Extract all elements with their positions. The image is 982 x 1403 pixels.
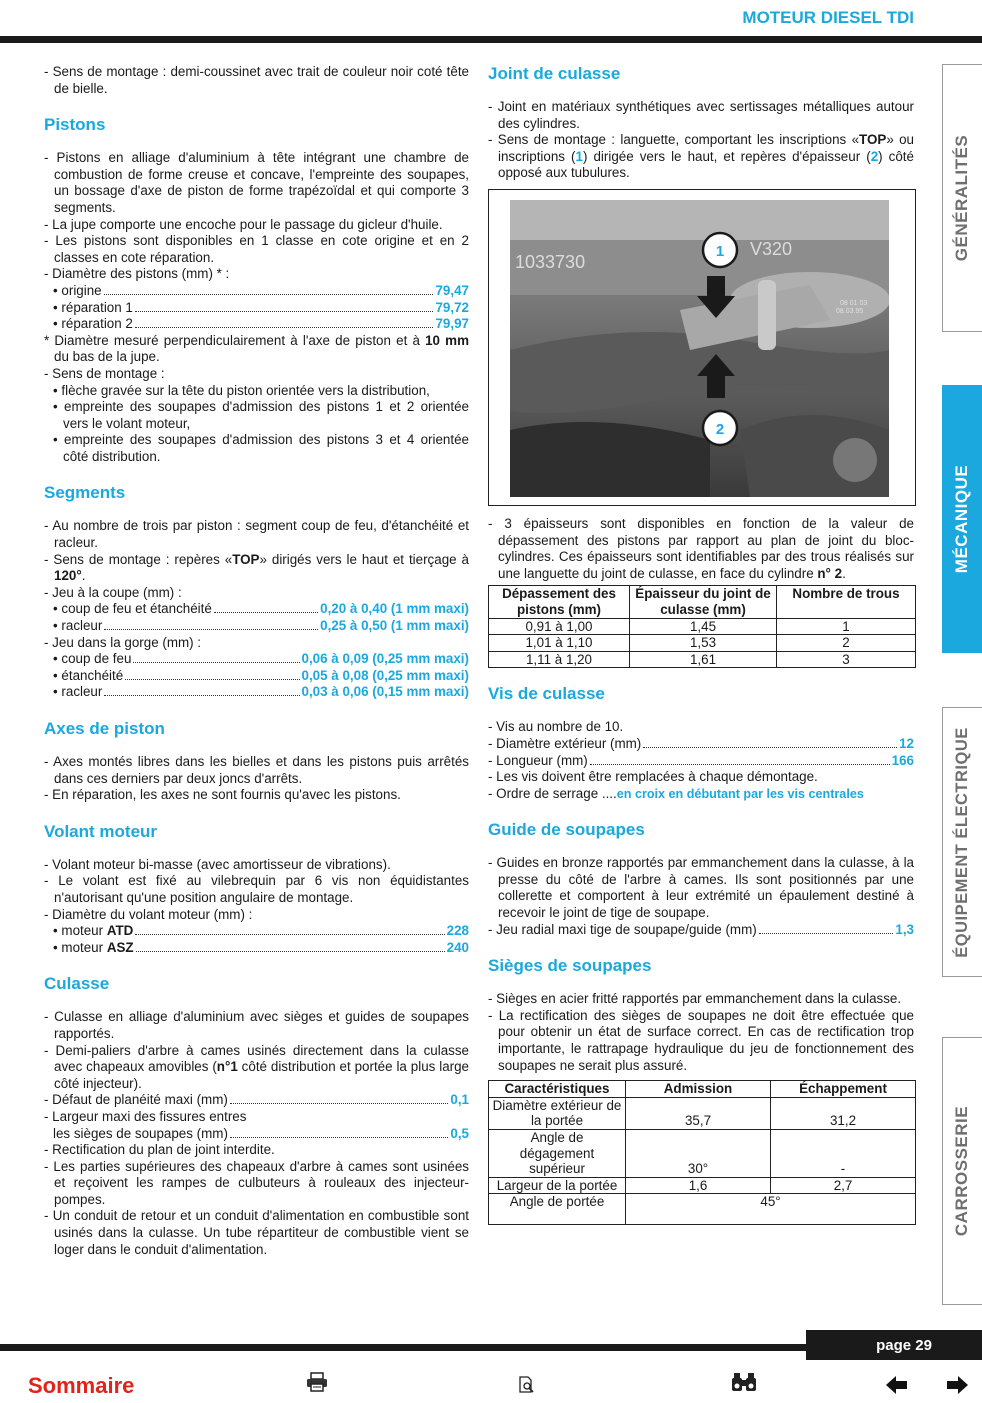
table-row: Largeur de la portée 1,6 2,7 (489, 1177, 916, 1194)
section-title-pistons: Pistons (44, 115, 106, 135)
list-item: • empreinte des soupapes d'admission des pistons 1 et 2 orientée vers le volant moteur, (53, 399, 469, 431)
list-item: - Largeur maxi des fissures entres (44, 1108, 247, 1124)
list-item: - Sièges en acier fritté rapportés par emmanchement dans la culasse. (488, 991, 902, 1007)
page-number: page 29 (806, 1330, 982, 1360)
tag-line-1: 08 01 03 (840, 299, 868, 307)
section-title-culasse: Culasse (44, 974, 110, 994)
list-item: - Guides en bronze rapportés par emmanchement dans la culasse, à la presse du côté de l'arbre à cames. Ils sont positionnés par une collerette et comportent à leur extrémité un épaulement destiné à recevoir le joint de tige de soupape. (488, 855, 914, 921)
tag-line-2: 08.03.95 (836, 307, 864, 315)
table-row: 1,01 à 1,10 1,53 2 (489, 635, 916, 652)
running-header-title: MOTEUR DIESEL TDI (742, 8, 914, 27)
right-column (488, 64, 914, 1225)
list-item: - Rectification du plan de joint interdite. (44, 1142, 275, 1158)
table-header: Échappement (771, 1081, 916, 1098)
valve-seat-table (488, 1080, 916, 1225)
list-item: - Vis au nombre de 10. (488, 719, 624, 735)
spec-row: • étanchéité 0,05 à 0,08 (0,25 mm maxi) (53, 667, 469, 683)
photo-marker-1: 1 (715, 242, 725, 260)
list-item: - Sens de montage : (44, 365, 165, 381)
binoculars-icon[interactable] (731, 1372, 757, 1397)
list-item: - Pistons en alliage d'aluminium à tête intégrant une chambre de combustion de forme creuse et concave, l'empreinte des soupapes, un bossage d'axe de piston de forme trapézoïdal et qui comporte 3 segments. (44, 150, 469, 215)
list-item: - Les pistons sont disponibles en 1 classe en cote origine et en 2 classes en cote réparation. (44, 233, 469, 265)
section-title-segments: Segments (44, 483, 126, 503)
spec-row: • réparation 1 79,72 (53, 299, 469, 315)
stamp-code: V320 (750, 238, 793, 259)
spec-row: - Longueur (mm) 166 (488, 752, 914, 768)
list-item: - Diamètre des pistons (mm) * : (44, 266, 230, 282)
stamp-number: 1033730 (515, 251, 586, 272)
section-title-volant: Volant moteur (44, 821, 158, 841)
header-rule (0, 36, 982, 43)
list-item: - Volant moteur bi-masse (avec amortisseur de vibrations). (44, 856, 391, 872)
list-item: • empreinte des soupapes d'admission des pistons 3 et 4 orientée côté distribution. (53, 432, 469, 464)
list-item: - Le volant est fixé au vilebrequin par 6 vis non équidistantes n'autorisant qu'une position angulaire de montage. (44, 873, 469, 905)
spec-row: - Jeu radial maxi tige de soupape/guide (mm) 1,3 (488, 921, 914, 937)
intro-paragraph: - Sens de montage : demi-coussinet avec trait de couleur noir coté tête de bielle. (44, 64, 469, 96)
spec-row: • origine 79,47 (53, 282, 469, 298)
gasket-thickness-table (488, 585, 916, 668)
section-title-axes: Axes de piston (44, 719, 165, 738)
tab-equipement-electrique[interactable]: ÉQUIPEMENT ÉLECTRIQUE (942, 707, 982, 977)
gasket-photo-frame (488, 189, 916, 506)
table-row: 0,91 à 1,00 1,45 1 (489, 618, 916, 635)
spec-row: • coup de feu et étanchéité 0,20 à 0,40 (1 mm maxi) (53, 601, 469, 617)
arrow-left-icon[interactable] (886, 1376, 908, 1399)
spec-row: - Défaut de planéité maxi (mm) 0,1 (44, 1092, 469, 1108)
tab-mecanique[interactable]: MÉCANIQUE (942, 385, 982, 653)
table-header: Caractéristiques (489, 1081, 626, 1098)
list-item: - Au nombre de trois par piston : segment coup de feu, d'étanchéité et racleur. (44, 518, 469, 551)
spec-row: • racleur 0,25 à 0,50 (1 mm maxi) (53, 618, 469, 634)
spec-row: • réparation 2 79,97 (53, 316, 469, 332)
section-title-joint: Joint de culasse (488, 64, 621, 83)
list-item: • flèche gravée sur la tête du piston orientée vers la distribution, (53, 382, 430, 398)
list-item: - Les parties supérieures des chapeaux d'arbre à cames sont usinées et reçoivent les rampes de culbuteurs à rouleaux des injecteur-pompes. (44, 1158, 469, 1207)
list-item: - Un conduit de retour et un conduit d'alimentation en combustible sont usinés dans la culasse. Un tube répartiteur de combustible vient se loger dans le conduit d'alimentation. (44, 1208, 469, 1257)
table-header: Dépassement des pistons (mm) (489, 586, 630, 618)
table-header: Épaisseur du joint de culasse (mm) (630, 586, 777, 618)
arrow-right-icon[interactable] (946, 1376, 968, 1399)
table-row: 1,11 à 1,20 1,61 3 (489, 651, 916, 668)
list-item: - Sens de montage : repères «TOP» dirigés vers le haut et tierçage à 120°. (44, 551, 469, 584)
table-header: Nombre de trous (777, 586, 916, 618)
sommaire-link[interactable]: Sommaire (28, 1373, 135, 1398)
list-item: - Diamètre du volant moteur (mm) : (44, 906, 253, 922)
list-item: - La rectification des sièges de soupapes ne doit être effectuée que pour obtenir un état de surface correct. En cas de rectification trop importante, le rattrapage hydraulique du jeu de fonctionnement des soupapes ne serait plus assuré. (488, 1007, 914, 1073)
list-item: - Axes montés libres dans les bielles et dans les pistons puis arrêtés dans ces derniers par deux joncs d'arrêts. (44, 754, 469, 786)
gasket-photo (510, 200, 889, 497)
spec-row: - Diamètre extérieur (mm) 12 (488, 735, 914, 751)
spec-row: les sièges de soupapes (mm) 0,5 (53, 1125, 469, 1141)
spec-row: - Ordre de serrage .... en croix en débutant par les vis centrales (488, 785, 864, 801)
spec-row: • moteur ATD 228 (53, 923, 469, 939)
tab-carrosserie[interactable]: CARROSSERIE (942, 1037, 982, 1305)
tab-generalites[interactable]: GÉNÉRALITÉS (942, 64, 982, 332)
list-item: - Joint en matériaux synthétiques avec sertissages métalliques autour des cylindres. (488, 99, 914, 131)
list-item: - Jeu à la coupe (mm) : (44, 584, 182, 600)
list-item: - Sens de montage : languette, comportant les inscriptions «TOP» ou inscriptions (1) dirigée vers le haut, et repères d'épaisseur (2) côté opposé aux tubulures. (488, 132, 914, 181)
list-item: - Demi-paliers d'arbre à cames usinés directement dans la culasse avec chapeaux amovibles (n°1 côté distribution et portée la plus large côté injecteur). (44, 1042, 470, 1091)
table-row: Diamètre extérieur de la portée 35,7 31,2 (489, 1097, 916, 1129)
section-title-guide: Guide de soupapes (488, 820, 645, 840)
page-zoom-icon[interactable] (518, 1376, 536, 1399)
photo-marker-2: 2 (715, 420, 725, 438)
left-column (44, 64, 469, 1258)
table-header: Admission (626, 1081, 771, 1098)
list-item: - Culasse en alliage d'aluminium avec sièges et guides de soupapes rapportés. (44, 1009, 469, 1041)
spec-row: • racleur 0,03 à 0,06 (0,15 mm maxi) (53, 684, 469, 700)
section-title-sieges: Sièges de soupapes (488, 956, 652, 976)
list-item: - 3 épaisseurs sont disponibles en fonction de la valeur de dépassement des pistons par rapport au plan de joint du bloc-cylindres. Ces épaisseurs sont identifiables par des trous réalisés sur une languette du joint de culasse, en face du cylindre n° 2. (488, 515, 914, 581)
list-item: - En réparation, les axes ne sont fournis qu'avec les pistons. (44, 787, 401, 803)
footnote: * Diamètre mesuré perpendiculairement à l'axe de piston et à 10 mm du bas de la jupe. (44, 332, 469, 365)
table-row: Angle de dégagement supérieur 30° - (489, 1130, 916, 1178)
spec-row: • moteur ASZ 240 (53, 939, 469, 955)
list-item: - Jeu dans la gorge (mm) : (44, 634, 202, 650)
printer-icon[interactable] (306, 1372, 328, 1397)
list-item: - La jupe comporte une encoche pour le passage du gicleur d'huile. (44, 216, 443, 232)
list-item: - Les vis doivent être remplacées à chaque démontage. (488, 769, 818, 785)
table-row: Angle de portée 45° (489, 1194, 916, 1225)
section-title-vis: Vis de culasse (488, 684, 605, 704)
spec-row: • coup de feu 0,06 à 0,09 (0,25 mm maxi) (53, 651, 469, 667)
